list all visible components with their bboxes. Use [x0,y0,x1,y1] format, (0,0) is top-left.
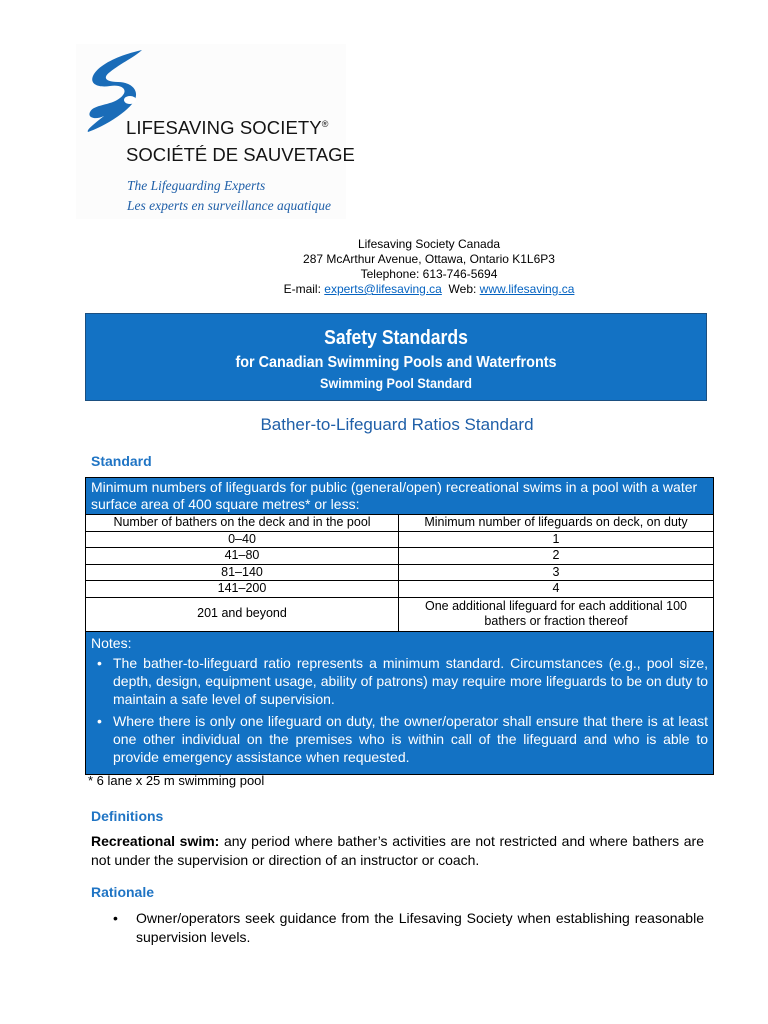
bullet-icon: • [113,910,118,926]
telephone: Telephone: 613-746-5694 [360,267,498,281]
logo-tagline-fr: Les experts en surveillance aquatique [127,198,331,213]
table-cell: One additional lifeguard for each additional 100 bathers or fraction thereof [399,597,714,631]
rationale-list [91,909,704,947]
column-header: Number of bathers on the deck and in the pool [86,515,399,532]
rationale-text: Owner/operators seek guidance from the Lifesaving Society when establishing reasonable supervision levels. [136,910,704,945]
definition-text: any period where bather’s activities are not restricted and where bathers are not under the supervision or direction of an instructor or coach. [91,833,704,868]
note-item: • The bather-to-lifeguard ratio represents a minimum standard. Circumstances (e.g., pool size, depth, design, equipment usage, ability of patrons) may require more lifeguards to be on duty to maintain a safe level of supervision. [113,654,708,708]
rationale-heading: Rationale [91,884,155,900]
table-row [86,531,714,548]
table-row [86,548,714,565]
table-row [86,597,714,631]
table-cell: 41–80 [86,548,399,565]
logo-name-fr: SOCIÉTÉ DE SAUVETAGE [126,144,355,165]
banner-title: Safety Standards [324,327,468,349]
notes-cell [86,631,714,774]
email-link[interactable]: experts@lifesaving.ca [324,282,442,296]
table-notes-row [86,631,714,774]
notes-list [91,654,708,766]
table-row [86,581,714,598]
column-header: Minimum number of lifeguards on deck, on duty [399,515,714,532]
banner-subsubtitle: Swimming Pool Standard [320,375,472,391]
table-cell: 3 [399,564,714,581]
notes-label: Notes: [91,634,132,651]
title-banner [85,313,707,401]
street-address: 287 McArthur Avenue, Ottawa, Ontario K1L6P3 [303,252,555,266]
table-cell: 4 [399,581,714,598]
standard-heading: Standard [91,453,152,469]
rationale-item [91,909,704,947]
lifesaving-logo [76,44,355,219]
table-header-row [86,515,714,532]
definitions-heading: Definitions [91,808,164,824]
note-item: • Where there is only one lifeguard on duty, the owner/operator shall ensure that there is at least one other individual on the premises who is within call of the lifeguard and who is able to provide emergency assistance when requested. [113,712,708,766]
email-label: E-mail: [283,282,321,296]
table-cell: 1 [399,531,714,548]
table-cell: 201 and beyond [86,597,399,631]
definition-term: Recreational swim: [91,833,220,849]
org-name: Lifesaving Society Canada [357,237,501,251]
ratio-table [85,477,714,775]
footnote: * 6 lane x 25 m swimming pool [88,773,265,788]
banner-subtitle: for Canadian Swimming Pools and Waterfronts [235,354,557,371]
document-title: Bather-to-Lifeguard Ratios Standard [260,415,534,434]
table-cell: 141–200 [86,581,399,598]
table-cell: 0–40 [86,531,399,548]
web-link[interactable]: www.lifesaving.ca [479,282,575,296]
logo-tagline-en: The Lifeguarding Experts [127,178,266,193]
table-cell: 81–140 [86,564,399,581]
table-intro-row [86,478,714,515]
contact-block [0,237,768,297]
email-web-line [0,282,768,297]
web-label: Web: [448,282,477,296]
logo-name-en: LIFESAVING SOCIETY® [126,117,329,138]
definition-paragraph [91,832,704,870]
table-row [86,564,714,581]
table-intro: Minimum numbers of lifeguards for public (general/open) recreational swims in a pool with a water surface area of 400 square metres* or less: [86,478,714,515]
table-cell: 2 [399,548,714,565]
